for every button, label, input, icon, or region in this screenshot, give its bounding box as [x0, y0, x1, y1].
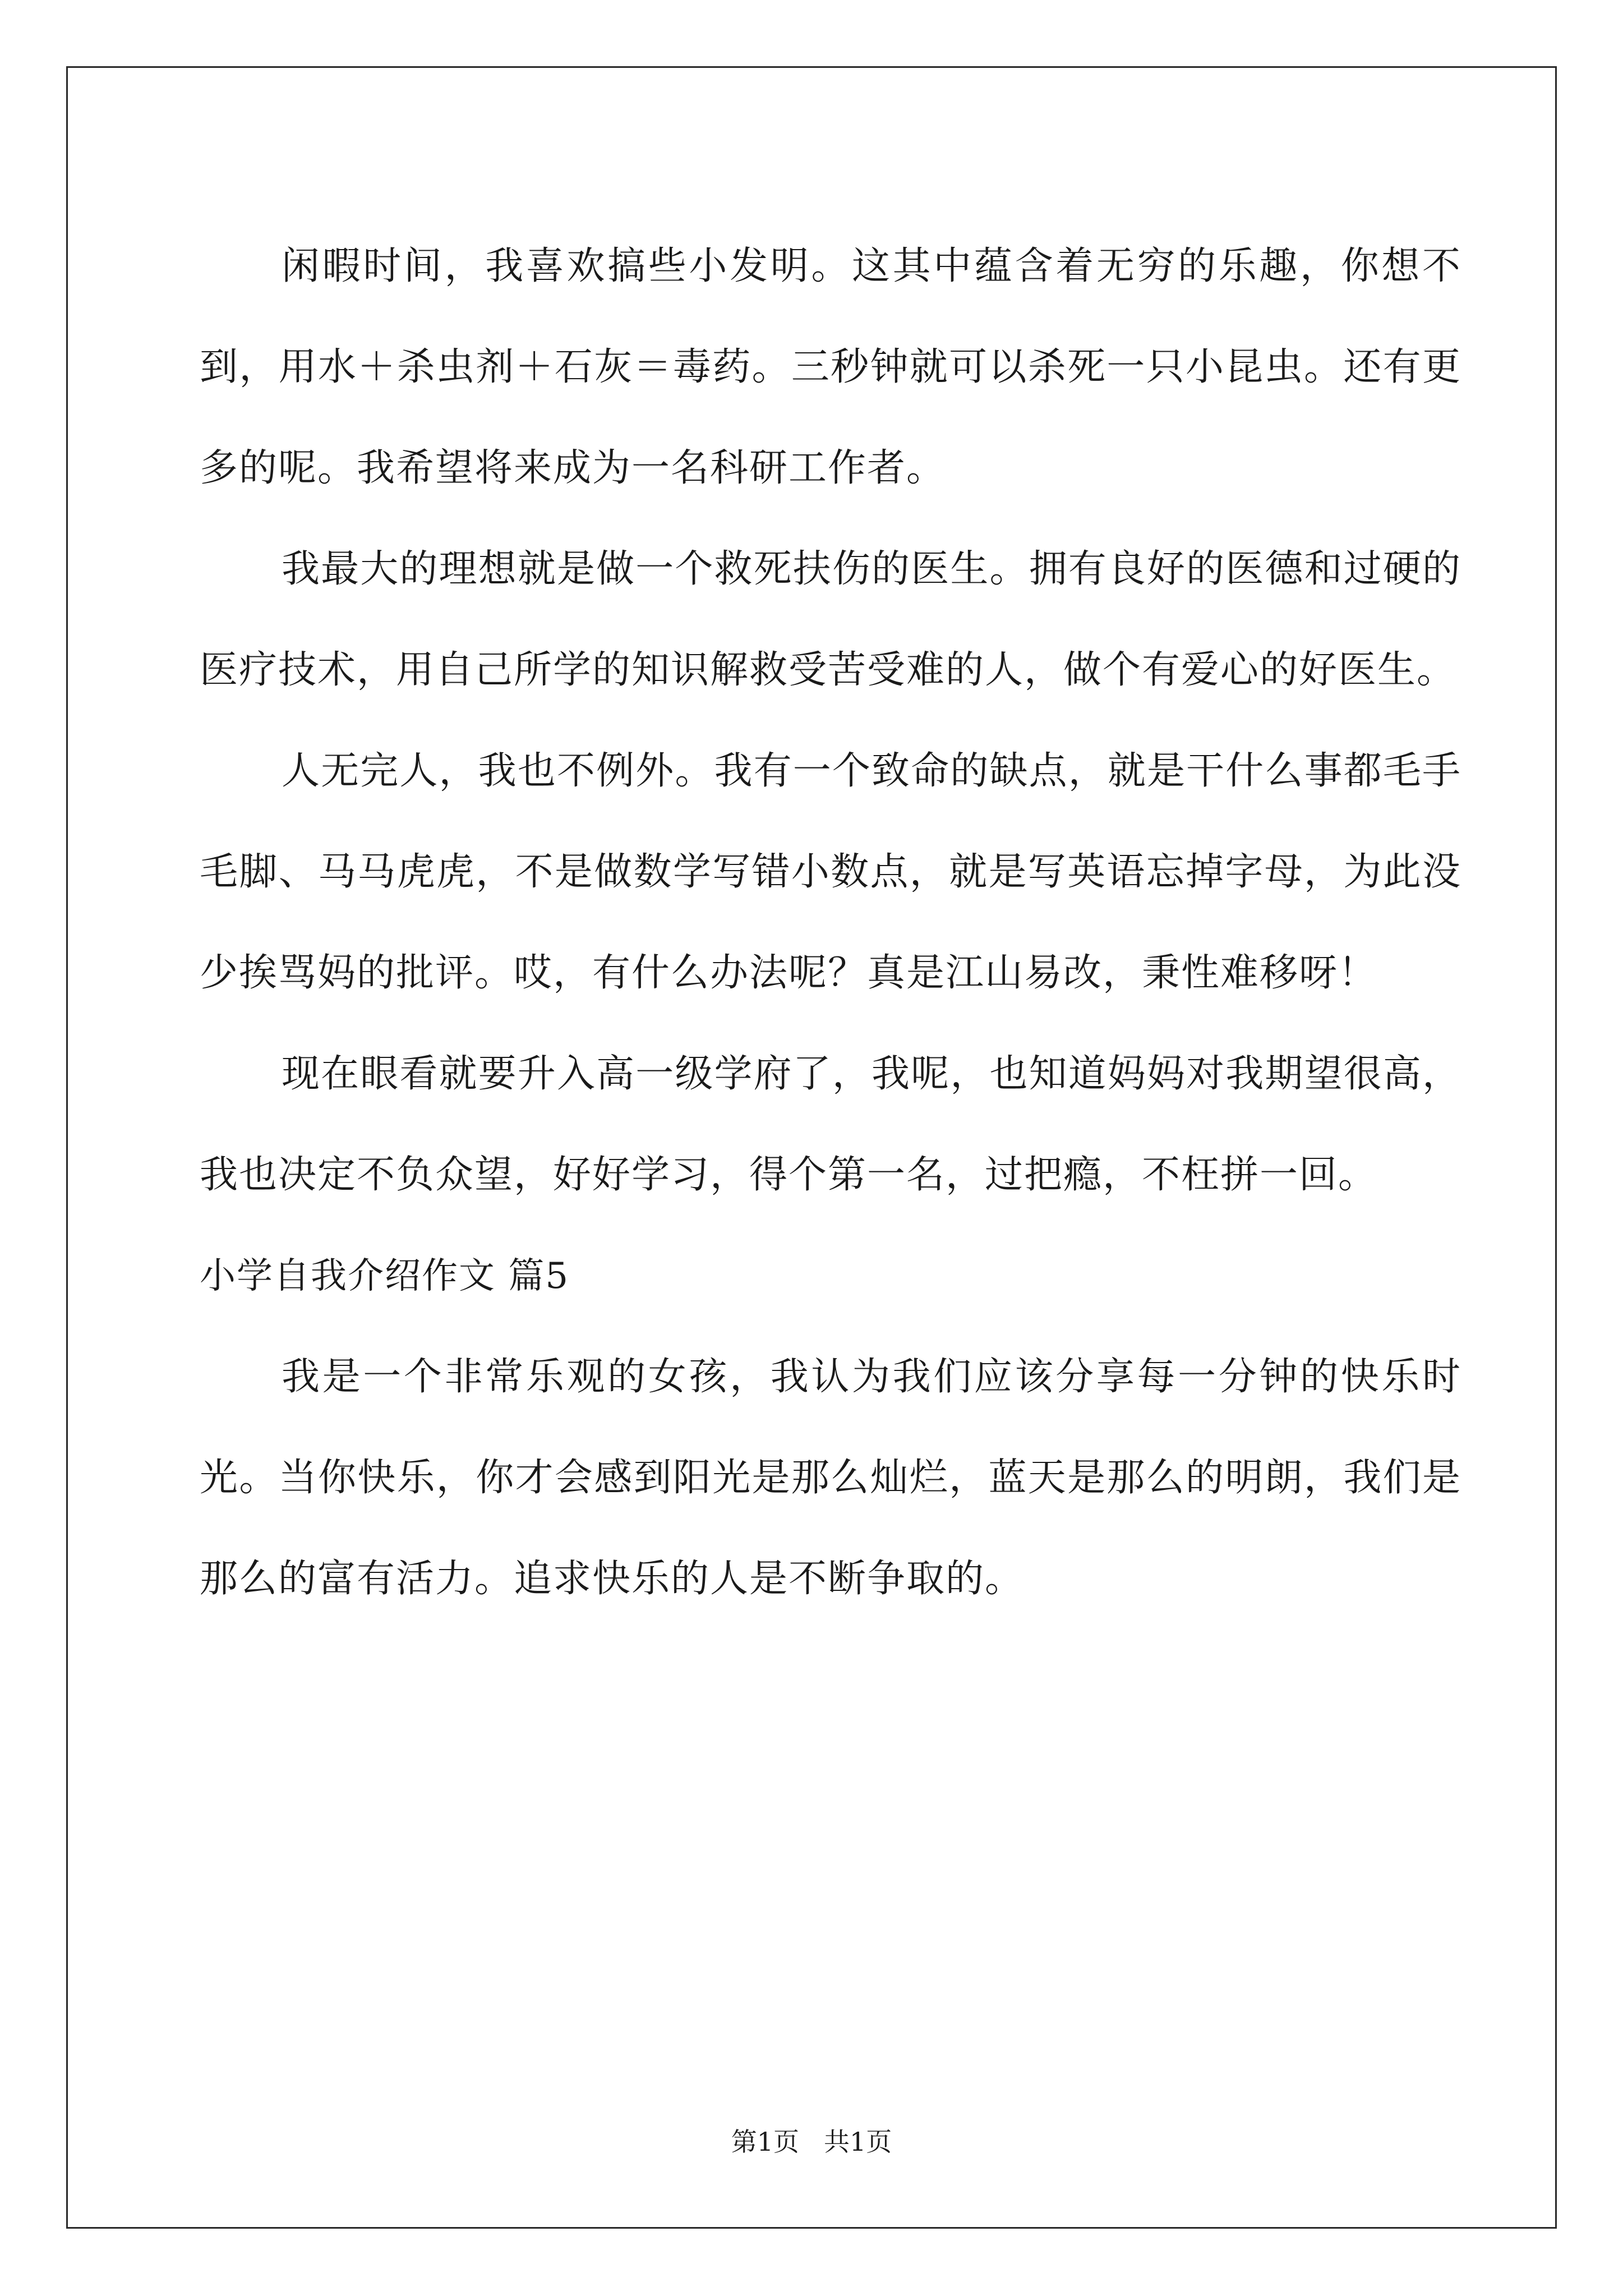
- paragraph-optimism: 我是一个非常乐观的女孩，我认为我们应该分享每一分钟的快乐时光。当你快乐，你才会感到阳光是那么灿烂，蓝天是那么的明朗，我们是那么的富有活力。追求快乐的人是不断争取的。: [200, 1355, 1461, 1601]
- document-body: [200, 216, 1461, 1630]
- page-number: 第1页: [731, 2127, 800, 2157]
- page-total: 共1页: [823, 2127, 892, 2157]
- paragraph-doctor-dream: 我最大的理想就是做一个救死扶伤的医生。拥有良好的医德和过硬的医疗技术，用自己所学的知识解救受苦受难的人，做个有爱心的好医生。: [200, 547, 1461, 692]
- paragraph-future-study: 现在眼看就要升入高一级学府了，我呢，也知道妈妈对我期望很高，我也决定不负众望，好好学习，得个第一名，过把瘾，不枉拼一回。: [200, 1052, 1461, 1197]
- section-heading: 小学自我介绍作文 篇5: [200, 1255, 570, 1297]
- page-footer: [0, 2125, 1623, 2159]
- paragraph-shortcoming: 人无完人，我也不例外。我有一个致命的缺点，就是干什么事都毛手毛脚、马马虎虎，不是做数学写错小数点，就是写英语忘掉字母，为此没少挨骂妈的批评。哎，有什么办法呢？真是江山易改，秉性难移呀！: [200, 749, 1461, 995]
- paragraph-inventions: 闲暇时间，我喜欢搞些小发明。这其中蕴含着无穷的乐趣，你想不到，用水＋杀虫剂＋石灰＝毒药。三秒钟就可以杀死一只小昆虫。还有更多的呢。我希望将来成为一名科研工作者。: [200, 244, 1461, 490]
